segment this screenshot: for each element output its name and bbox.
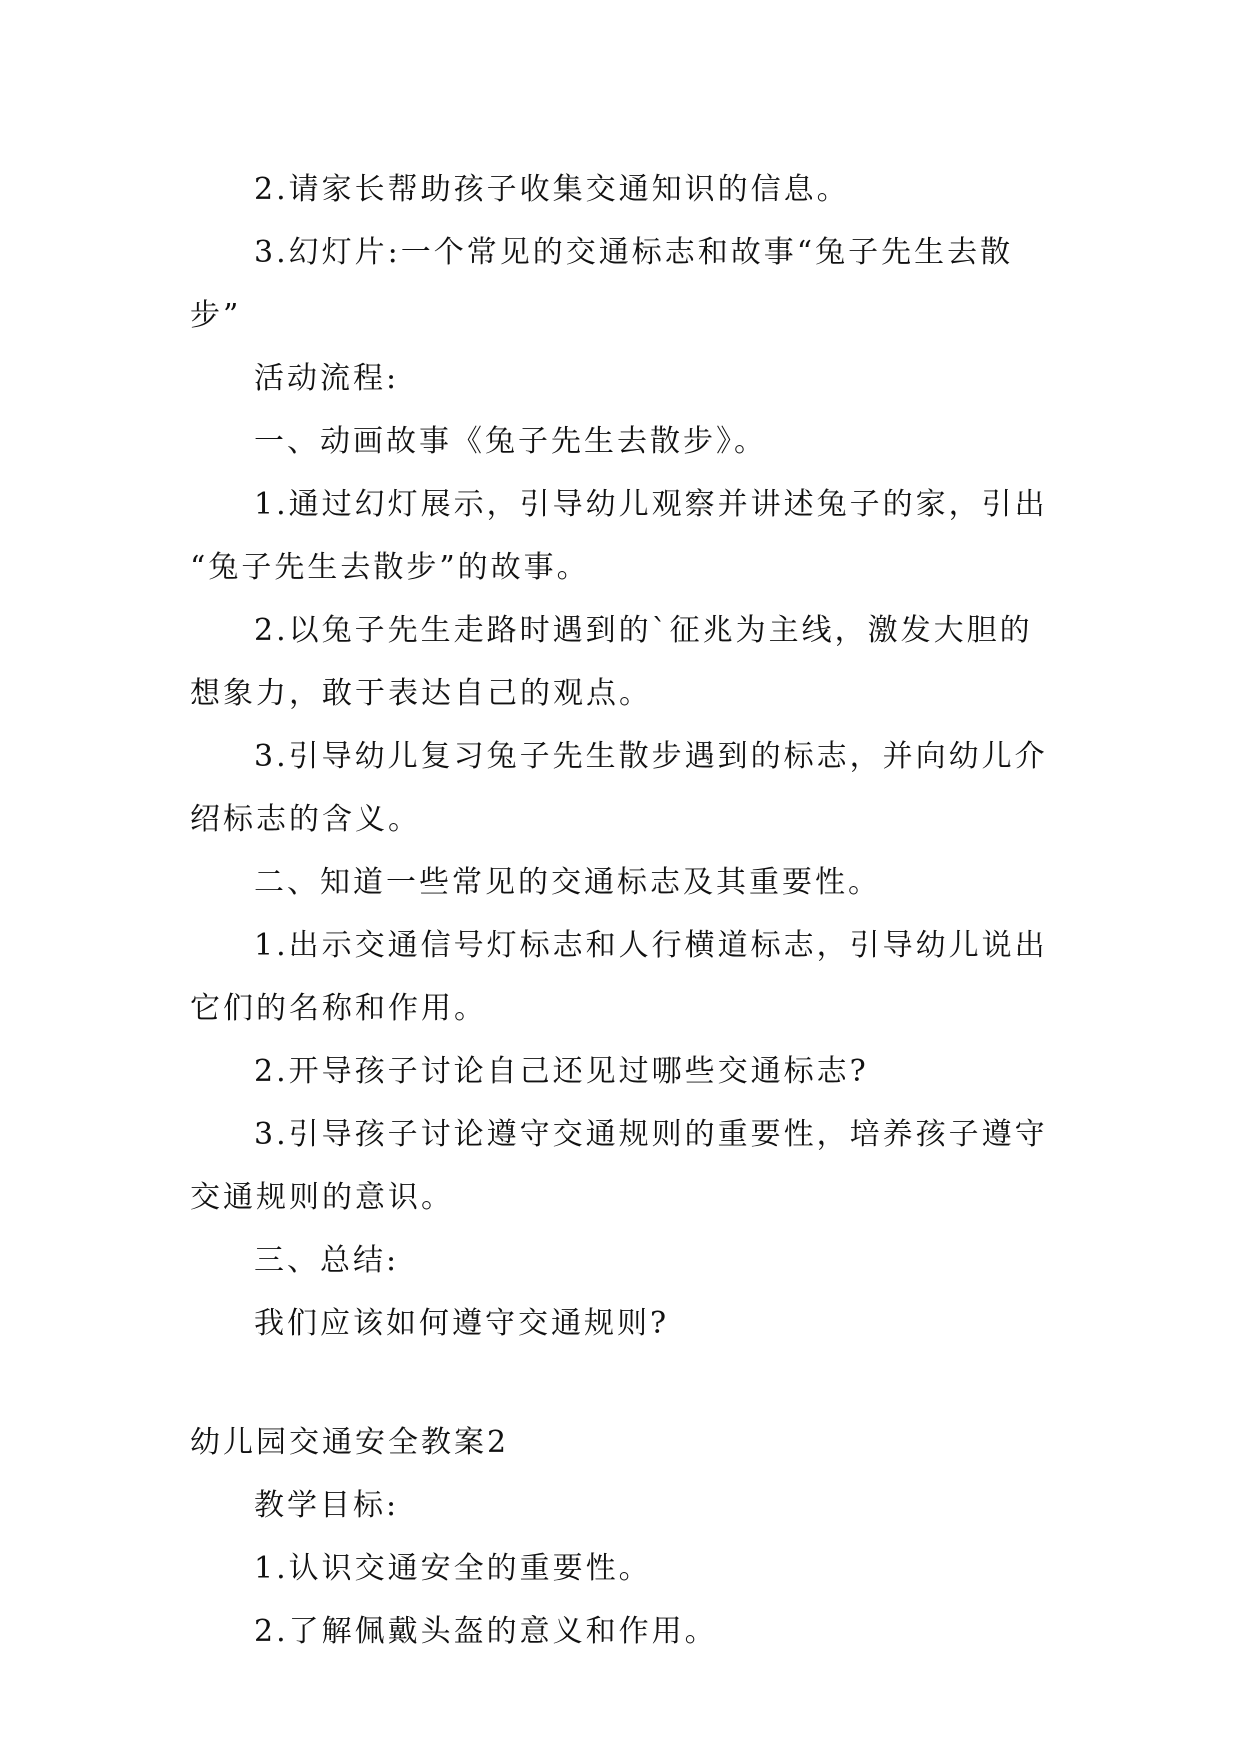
section-heading: 一、动画故事《兔子先生去散步》。 bbox=[254, 424, 767, 459]
section-heading: 活动流程: bbox=[254, 361, 400, 396]
paragraph-line: 3.引导幼儿复习兔子先生散步遇到的标志，并向幼儿介 bbox=[254, 739, 1048, 774]
paragraph-line: 交通规则的意识。 bbox=[190, 1180, 454, 1215]
paragraph-line: 我们应该如何遵守交通规则? bbox=[254, 1306, 670, 1341]
document-title: 幼儿园交通安全教案2 bbox=[190, 1425, 510, 1460]
paragraph-line: 3.幻灯片:一个常见的交通标志和故事“兔子先生去散 bbox=[254, 235, 1014, 270]
section-heading: 三、总结: bbox=[254, 1243, 400, 1278]
paragraph-line: 2.开导孩子讨论自己还见过哪些交通标志? bbox=[254, 1054, 869, 1089]
document-body bbox=[190, 158, 1050, 1663]
paragraph-line: 2.请家长帮助孩子收集交通知识的信息。 bbox=[254, 172, 850, 207]
paragraph-line: 1.认识交通安全的重要性。 bbox=[254, 1551, 652, 1586]
paragraph-line: “兔子先生去散步”的故事。 bbox=[190, 550, 590, 585]
paragraph-line: 2.以兔子先生走路时遇到的`征兆为主线，激发大胆的 bbox=[254, 613, 1033, 648]
paragraph-line: 3.引导孩子讨论遵守交通规则的重要性，培养孩子遵守 bbox=[254, 1117, 1048, 1152]
paragraph-line: 步” bbox=[190, 298, 242, 333]
paragraph-line: 想象力，敢于表达自己的观点。 bbox=[190, 676, 652, 711]
section-gap bbox=[190, 1355, 1050, 1411]
paragraph-line: 它们的名称和作用。 bbox=[190, 991, 487, 1026]
section-heading: 二、知道一些常见的交通标志及其重要性。 bbox=[254, 865, 881, 900]
paragraph-line: 1.通过幻灯展示，引导幼儿观察并讲述兔子的家，引出 bbox=[254, 487, 1048, 522]
paragraph-line: 2.了解佩戴头盔的意义和作用。 bbox=[254, 1614, 718, 1649]
section-heading: 教学目标: bbox=[254, 1488, 400, 1523]
paragraph-line: 1.出示交通信号灯标志和人行横道标志，引导幼儿说出 bbox=[254, 928, 1048, 963]
paragraph-line: 绍标志的含义。 bbox=[190, 802, 421, 837]
